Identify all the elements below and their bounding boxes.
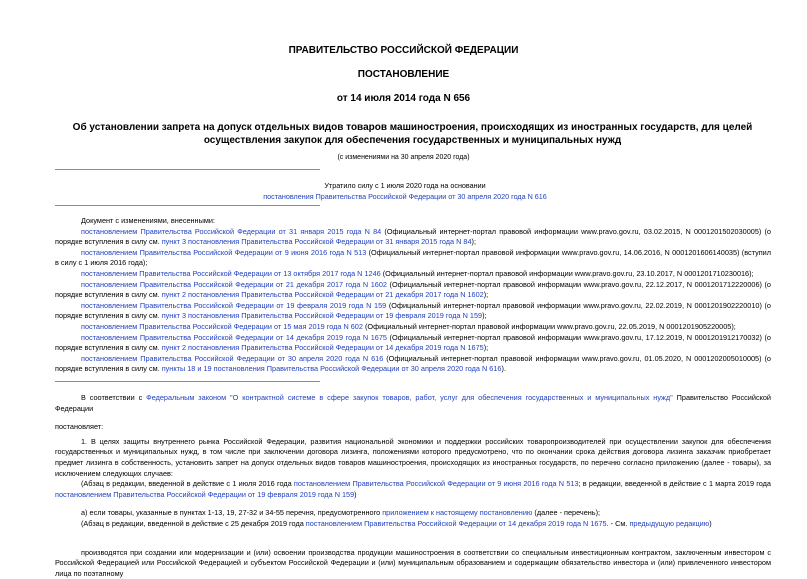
change-link[interactable]: постановлением Правительства Российской Федерации от 19 февраля 2019 года N 159: [81, 300, 387, 310]
clause-1: 1. В целях защиты внутреннего рынка Российской Федерации, развития национальной экономики и поддержки российских товаропроизводителей при осуществлении закупок для обеспечения государственных и муниципальных нужд, в том числе при заключении договора лизинга, положениями которого предусмотрено, что по окончании срока действия договора лизинга заказчик приобретает предмет лизинга в собственность, установить запрет на допуск отдельных видов товаров машиностроения, происходящих из иностранных государств, по перечню согласно приложению (далее - товары), за исключением следующих случаев:: [55, 436, 771, 478]
clause-a: [55, 508, 771, 519]
change-item: [55, 354, 771, 375]
note-text: (Абзац в редакции, введенной в действие с 1 июля 2016 года: [81, 479, 294, 489]
change-link[interactable]: постановлением Правительства Российской Федерации от 15 мая 2019 года N 602: [81, 321, 363, 331]
change-item: [55, 333, 771, 354]
change-details: (Официальный интернет-портал правовой информации www.pravo.gov.ru, 03.02.2015, N 0001201502030005) (о порядке вступления в силу см.: [55, 226, 771, 247]
change-tail: );: [483, 290, 489, 300]
clause-a-text: а) если товары, указанные в пунктах 1-13, 19, 27-32 и 34-55 перечня, предусмотренного: [81, 508, 383, 518]
changes-intro: Документ с изменениями, внесенными:: [81, 216, 215, 225]
note-text-end: ): [709, 518, 712, 528]
expiry-link[interactable]: постановления Правительства Российской Федерации от 30 апреля 2020 года N 616: [263, 192, 547, 201]
change-details: (Официальный интернет-портал правовой информации www.pravo.gov.ru, 14.06.2016, N 0001201606140035) (вступил в силу с 1 июля 2016 года);: [55, 247, 771, 268]
clause-a-note: [55, 519, 771, 530]
change-effective-link[interactable]: пункт 3 постановления Правительства Российской Федерации от 19 февраля 2019 года N 159: [161, 311, 483, 321]
change-effective-link[interactable]: пункт 2 постановления Правительства Российской Федерации от 21 декабря 2017 года N 1602: [161, 290, 484, 300]
government-name: ПРАВИТЕЛЬСТВО РОССИЙСКОЙ ФЕДЕРАЦИИ: [288, 45, 519, 56]
previous-edition-link[interactable]: предыдущую редакцию: [629, 518, 710, 528]
change-details: (Официальный интернет-портал правовой информации www.pravo.gov.ru, 23.10.2017, N 0001201710230016);: [380, 268, 754, 278]
change-link[interactable]: постановлением Правительства Российской Федерации от 21 декабря 2017 года N 1602: [81, 279, 387, 289]
change-item: [55, 301, 771, 322]
divider: [55, 381, 320, 382]
amendment-note: (с изменениями на 30 апреля 2020 года): [337, 154, 470, 161]
note-link-159[interactable]: постановлением Правительства Российской Федерации от 19 февраля 2019 года N 159: [55, 489, 355, 499]
note-text-end: ): [354, 489, 357, 499]
resolves-label: постановляет:: [55, 422, 104, 432]
preamble: [55, 393, 771, 414]
change-item: [55, 322, 771, 333]
change-tail: );: [482, 311, 487, 321]
appendix-link[interactable]: приложением к настоящему постановлению: [382, 508, 533, 518]
clause-a-text-end: (далее - перечень);: [532, 508, 601, 518]
change-details: (Официальный интернет-портал правовой информации www.pravo.gov.ru, 01.05.2020, N 0001202005010005) (о порядке вступления в силу см.: [55, 353, 771, 374]
change-details: (Официальный интернет-портал правовой информации www.pravo.gov.ru, 22.05.2019, N 0001201905220005);: [362, 321, 736, 331]
note-link-513[interactable]: постановлением Правительства Российской Федерации от 9 июня 2016 года N 513: [293, 479, 579, 489]
preamble-text-end: Правительство Российской Федерации: [55, 393, 771, 413]
federal-law-link[interactable]: Федеральным законом "О контрактной системе в сфере закупок товаров, работ, услуг для обеспечения государственных и муниципальных нужд": [146, 393, 673, 402]
change-item: [55, 280, 771, 301]
document-title: Об установлении запрета на допуск отдельных видов товаров машиностроения, происходящих из иностранных государств, для целей осуществления закупок для обеспечения государственных и муниципальных нужд: [72, 122, 753, 146]
clause-a-continuation: производятся при создании или модернизации и (или) освоении производства продукции машиностроения в соответствии со специальным инвестиционным контрактом, заключенным инвестором с Российской Федерацией или Российской Федерацией и субъектом Российской Федерации и (или) муниципальным образованием и содержащим обязательство инвестора и (или) привлеченного инвестором лица по поэтапному: [55, 547, 771, 578]
expiry-note: [260, 180, 550, 202]
change-details: (Официальный интернет-портал правовой информации www.pravo.gov.ru, 22.12.2017, N 0001201712220006) (о порядке вступления в силу см.: [55, 279, 771, 300]
changes-list: [55, 216, 771, 375]
change-effective-link[interactable]: пункты 18 и 19 постановления Правительства Российской Федерации от 30 апреля 2020 года N 616: [161, 364, 502, 374]
change-link[interactable]: постановлением Правительства Российской Федерации от 9 июня 2016 года N 513: [81, 247, 367, 257]
divider: [55, 205, 320, 206]
change-details: (Официальный интернет-портал правовой информации www.pravo.gov.ru, 22.02.2019, N 0001201902220010) (о порядке вступления в силу см.: [55, 300, 771, 321]
document-type: ПОСТАНОВЛЕНИЕ: [357, 69, 450, 80]
divider: [55, 169, 320, 170]
change-item: [55, 269, 771, 280]
note-text-mid: ; в редакции, введенной в действие с 1 марта 2019 года: [578, 479, 771, 489]
note-link-1675[interactable]: постановлением Правительства Российской Федерации от 14 декабря 2019 года N 1675: [305, 518, 607, 528]
change-item: [55, 248, 771, 269]
note-text-mid: . - См.: [606, 518, 630, 528]
note-text: (Абзац в редакции, введенной в действие с 25 декабря 2019 года: [81, 518, 306, 528]
change-link[interactable]: постановлением Правительства Российской Федерации от 31 января 2015 года N 84: [81, 226, 382, 236]
preamble-text: В соответствии с: [81, 393, 147, 402]
change-tail: ).: [501, 364, 506, 374]
change-link[interactable]: постановлением Правительства Российской Федерации от 13 октября 2017 года N 1246: [81, 268, 381, 278]
change-effective-link[interactable]: пункт 3 постановления Правительства Российской Федерации от 31 января 2015 года N 84: [161, 237, 472, 247]
change-link[interactable]: постановлением Правительства Российской Федерации от 14 декабря 2019 года N 1675: [81, 332, 387, 342]
change-details: (Официальный интернет-портал правовой информации www.pravo.gov.ru, 17.12.2019, N 0001201912170032) (о порядке вступления в силу см.: [55, 332, 771, 353]
change-item: [55, 227, 771, 248]
document-body: [55, 393, 771, 579]
change-link[interactable]: постановлением Правительства Российской Федерации от 30 апреля 2020 года N 616: [81, 353, 384, 363]
change-tail: );: [471, 237, 477, 247]
expiry-text: Утратило силу с 1 июля 2020 года на основании: [324, 181, 486, 190]
document-date: от 14 июля 2014 года N 656: [336, 93, 471, 104]
change-effective-link[interactable]: пункт 2 постановления Правительства Российской Федерации от 14 декабря 2019 года N 1675: [161, 343, 484, 353]
change-tail: );: [483, 343, 489, 353]
clause-1-note: [55, 479, 771, 500]
